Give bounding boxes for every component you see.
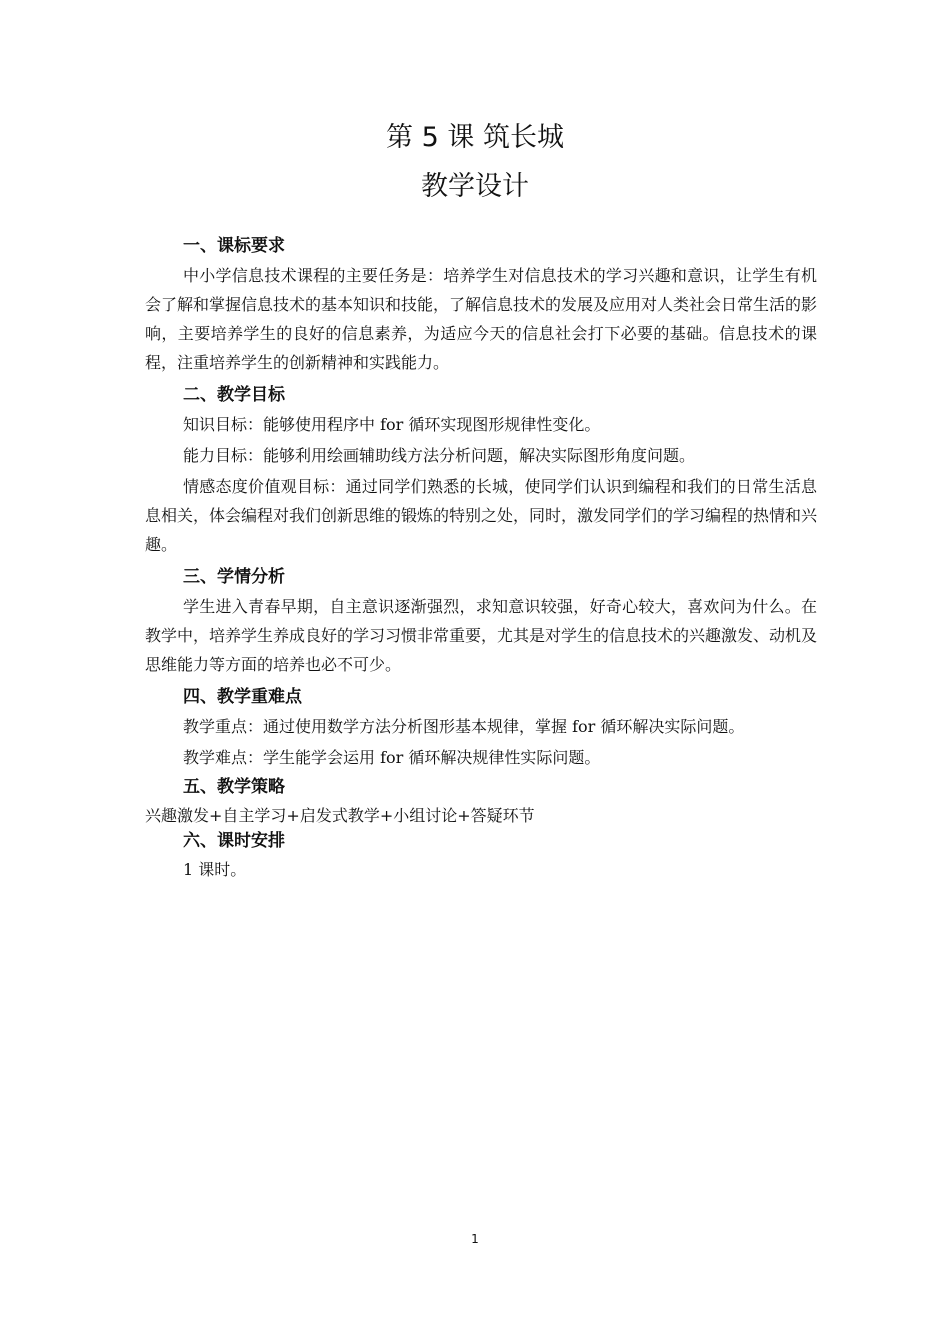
lesson-schedule-text: 1 课时。 [183, 860, 247, 879]
section-heading-teaching-objectives: 二、教学目标 [183, 385, 285, 405]
curriculum-requirements-paragraph: 中小学信息技术课程的主要任务是：培养学生对信息技术的学习兴趣和意识，让学生有机会了解和掌握信息技术的基本知识和技能，了解信息技术的发展及应用对人类社会日常生活的影响，主要培养学生的良好的信息素养，为适应今天的信息社会打下必要的基础。信息技术的课程，注重培养学生的创新精神和实践能力。 [145, 266, 818, 372]
ability-objective-paragraph: 能力目标：能够利用绘画辅助线方法分析问题，解决实际图形角度问题。 [183, 446, 696, 465]
section-heading-curriculum-requirements: 一、课标要求 [183, 236, 285, 256]
section-heading-learner-analysis: 三、学情分析 [183, 567, 285, 587]
page-subtitle: 教学设计 [421, 171, 529, 202]
page-number: 1 [471, 1232, 479, 1246]
teaching-strategy-text: 兴趣激发+自主学习+启发式教学+小组讨论+答疑环节 [145, 806, 535, 825]
section-heading-teaching-strategy: 五、教学策略 [183, 777, 285, 797]
section-heading-lesson-schedule: 六、课时安排 [183, 831, 285, 851]
section-heading-key-difficult-points: 四、教学重难点 [183, 687, 302, 707]
key-point-paragraph: 教学重点：通过使用数学方法分析图形基本规律，掌握 for 循环解决实际问题。 [183, 717, 745, 736]
knowledge-objective-paragraph: 知识目标：能够使用程序中 for 循环实现图形规律性变化。 [183, 415, 601, 434]
learner-analysis-paragraph: 学生进入青春早期，自主意识逐渐强烈，求知意识较强，好奇心较大，喜欢问为什么。在教学中，培养学生养成良好的学习习惯非常重要，尤其是对学生的信息技术的兴趣激发、动机及思维能力等方面的培养也必不可少。 [145, 597, 818, 674]
page-title: 第 5 课 筑长城 [386, 122, 564, 153]
difficult-point-paragraph: 教学难点：学生能学会运用 for 循环解决规律性实际问题。 [183, 748, 601, 767]
emotional-objective-paragraph: 情感态度价值观目标：通过同学们熟悉的长城，使同学们认识到编程和我们的日常生活息息相关，体会编程对我们创新思维的锻炼的特别之处，同时，激发同学们的学习编程的热情和兴趣。 [145, 477, 818, 554]
document-body [145, 234, 817, 883]
